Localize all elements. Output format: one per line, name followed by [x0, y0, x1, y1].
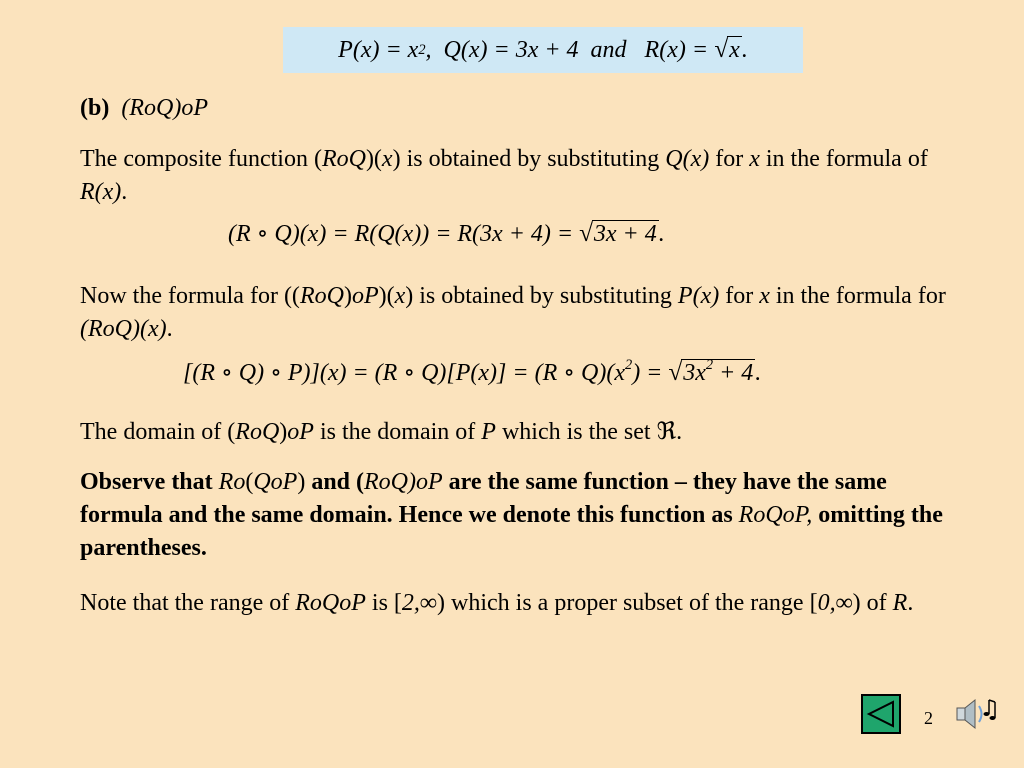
part-b-label: (b) — [80, 95, 110, 121]
equation-roq-of-p — [183, 358, 761, 387]
paragraph-domain — [80, 416, 960, 449]
def-p-formula: (x) = x — [352, 36, 419, 63]
text: 2,∞ — [401, 590, 438, 616]
text: ) — [279, 419, 288, 445]
text: oP — [351, 283, 379, 309]
text: R — [892, 590, 908, 616]
text: for — [709, 146, 750, 172]
text: are the same function – they have the same formula and the same domain. Hence we denote this function as — [80, 469, 887, 528]
def-end: . — [741, 36, 748, 63]
text: in the formula of — [759, 146, 928, 172]
text: ) — [297, 469, 306, 495]
text: Observe that — [80, 469, 219, 495]
text: . — [907, 590, 914, 616]
text: Now the formula for (( — [80, 283, 300, 309]
previous-triangle-icon — [863, 696, 899, 732]
text: Ro — [218, 469, 246, 495]
text: RoQ — [321, 146, 366, 172]
sqrt-symbol: √3x + 4 — [579, 220, 657, 247]
equation-lhs: (R ∘ Q)(x) = R(Q(x)) = R(3x + 4) = — [228, 221, 574, 247]
text: )( — [365, 146, 382, 172]
sqrt-symbol: √x — [708, 36, 740, 63]
text: ( — [245, 469, 254, 495]
text: omitting the parentheses. — [80, 502, 943, 561]
text: RoQoP, — [738, 502, 813, 528]
text: 0,∞ — [817, 590, 853, 616]
def-q-formula: , Q(x) = 3x + 4 and R(x) = — [425, 36, 709, 63]
text: in the formula for — [769, 283, 946, 309]
text: which is the set — [495, 419, 657, 445]
text: . — [121, 179, 128, 205]
text: ) — [343, 283, 352, 309]
equation-end: . — [755, 360, 762, 386]
text: The domain of ( — [80, 419, 236, 445]
radicand-part: + 4 — [713, 360, 754, 386]
text: ) is obtained by substituting — [392, 146, 666, 172]
text: x — [394, 283, 406, 309]
text: x — [381, 146, 393, 172]
text: is [ — [365, 590, 402, 616]
text: ) of — [852, 590, 893, 616]
text: RoQoP — [295, 590, 366, 616]
text: Note that the range of — [80, 590, 296, 616]
part-b-expression: (RoQ)oP — [121, 95, 208, 121]
equation-radicand: 3x + 4 — [593, 221, 657, 247]
previous-slide-button[interactable] — [861, 694, 901, 734]
paragraph-observation — [80, 466, 960, 565]
text: RoQ — [235, 419, 280, 445]
equation-mid: ) = — [632, 360, 663, 386]
text: x — [749, 146, 760, 172]
text: and ( — [305, 469, 365, 495]
paragraph-range — [80, 587, 960, 620]
sqrt-symbol: $√3x^2 + 4$ — [668, 357, 754, 386]
text: Q(x) — [665, 146, 710, 172]
text: . — [676, 419, 683, 445]
text: ) is obtained by substituting — [405, 283, 678, 309]
part-b-heading — [80, 92, 960, 125]
text: ) which is a proper subset of the range [ — [437, 590, 818, 616]
equation-r-of-q — [228, 219, 665, 248]
speaker-music-icon[interactable] — [955, 694, 1001, 734]
text: R(x) — [80, 179, 122, 205]
text: The composite function ( — [80, 146, 322, 172]
text: )( — [378, 283, 395, 309]
text: (RoQ)(x) — [80, 316, 167, 342]
radicand-part: 3x — [683, 360, 706, 386]
text: for — [719, 283, 760, 309]
equation-end: . — [658, 221, 665, 247]
radicand-exponent: 2 — [705, 357, 714, 374]
text: P — [481, 419, 496, 445]
def-p-name: P — [338, 36, 353, 63]
text: ℜ — [656, 419, 677, 445]
text: QoP — [253, 469, 298, 495]
text: P(x) — [677, 283, 720, 309]
text: RoQ — [299, 283, 344, 309]
equation-lhs: [(R ∘ Q) ∘ P)](x) = (R ∘ Q)[P(x)] = (R ∘ Q)(x — [183, 360, 625, 386]
equation-exponent: 2 — [624, 357, 633, 374]
paragraph-composite-with-p — [80, 280, 960, 346]
equation-radicand — [681, 359, 755, 386]
text: oP — [287, 419, 314, 445]
text: RoQ)oP — [364, 469, 443, 495]
definitions-box: P (x) = x 2 , Q(x) = 3x + 4 and R(x) = √x . — [283, 27, 803, 73]
def-r-radicand: x — [729, 37, 740, 63]
text: . — [166, 316, 173, 342]
text: is the domain of — [313, 419, 482, 445]
paragraph-composite-definition — [80, 143, 960, 209]
text: x — [759, 283, 770, 309]
page-number: 2 — [924, 708, 933, 728]
